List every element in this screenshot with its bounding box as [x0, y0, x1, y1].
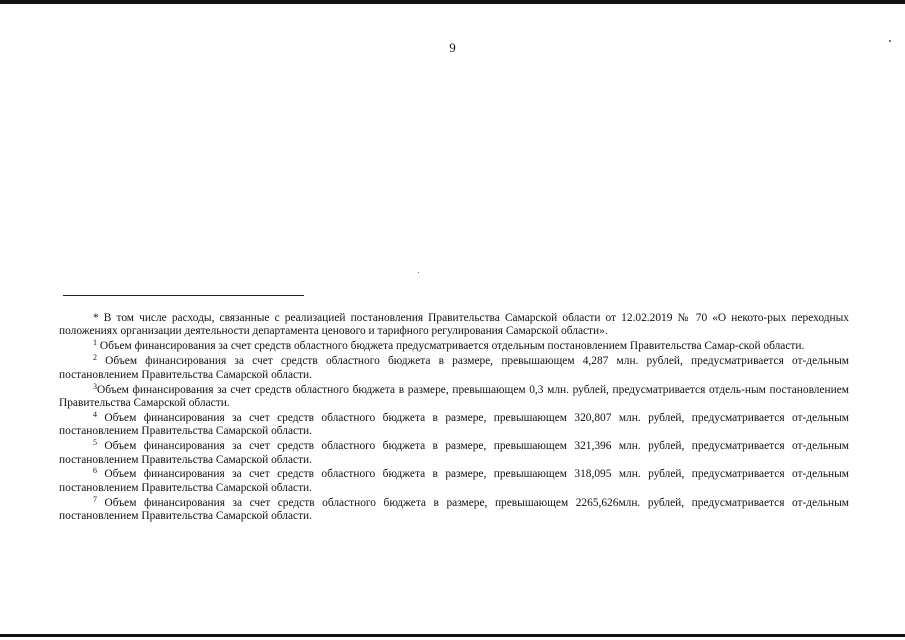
footnote-mark: 3: [93, 381, 97, 391]
page-bottom-border: [0, 634, 905, 637]
footnote-mark: *: [93, 312, 99, 324]
footnote-text: Объем финансирования за счет средств областного бюджета в размере, превышающем 0,3 млн. рублей, предусматривается отдель-ным постановлением Правительства Самарской области.: [59, 383, 849, 409]
footnote-4: [59, 409, 849, 439]
footnote-text: Объем финансирования за счет средств областного бюджета в размере, превышающем 2265,626млн. рублей, предусматривается от-дельным постановлением Правительства Самарской области.: [59, 496, 849, 523]
footnote-mark: 1: [93, 338, 97, 348]
footnote-text: Объем финансирования за счет средств областного бюджета предусматривается отдельным постановлением Правительства Самар-ской области.: [97, 340, 805, 353]
footnote-3: [59, 381, 849, 411]
footnote-2: [59, 355, 849, 382]
footnote-7: [59, 494, 849, 524]
footnote-6: [59, 468, 849, 495]
footnote-5: [59, 440, 849, 467]
footnote-text: Объем финансирования за счет средств областного бюджета в размере, превышающем 320,807 млн. рублей, предусматривается от-дельным постановлением Правительства Самарской области.: [59, 411, 849, 438]
footnotes-block: [59, 312, 849, 525]
footnote-mark: 4: [93, 409, 97, 419]
footnote-text: Объем финансирования за счет средств областного бюджета в размере, превышающем 321,396 млн. рублей, предусматривается от-дельным постановлением Правительства Самарской области.: [59, 440, 849, 466]
scan-speck: [889, 40, 891, 42]
footnote-text: Объем финансирования за счет средств областного бюджета в размере, превышающем 4,287 млн. рублей, предусматривается от-дельным постановлением Правительства Самарской области.: [59, 355, 849, 381]
footnote-mark: 5: [93, 438, 97, 448]
footnote-separator: [63, 295, 304, 296]
footnote-text: В том числе расходы, связанные с реализацией постановления Правительства Самарской области от 12.02.2019 № 70 «О некото-рых переходных положениях организации деятельности департамента ценового и тарифного регулирования Самарской области».: [59, 312, 849, 338]
scan-speck: [418, 272, 419, 273]
footnote-1: [59, 340, 849, 353]
page-number: 9: [449, 40, 456, 55]
page-top-border: [0, 0, 905, 4]
footnote-asterisk: [59, 312, 849, 339]
footnote-mark: 6: [93, 466, 97, 476]
footnote-mark: 2: [93, 353, 97, 363]
footnote-text: Объем финансирования за счет средств областного бюджета в размере, превышающем 318,095 млн. рублей, предусматривается от-дельным постановлением Правительства Самарской области.: [59, 468, 849, 494]
footnote-mark: 7: [93, 494, 97, 504]
